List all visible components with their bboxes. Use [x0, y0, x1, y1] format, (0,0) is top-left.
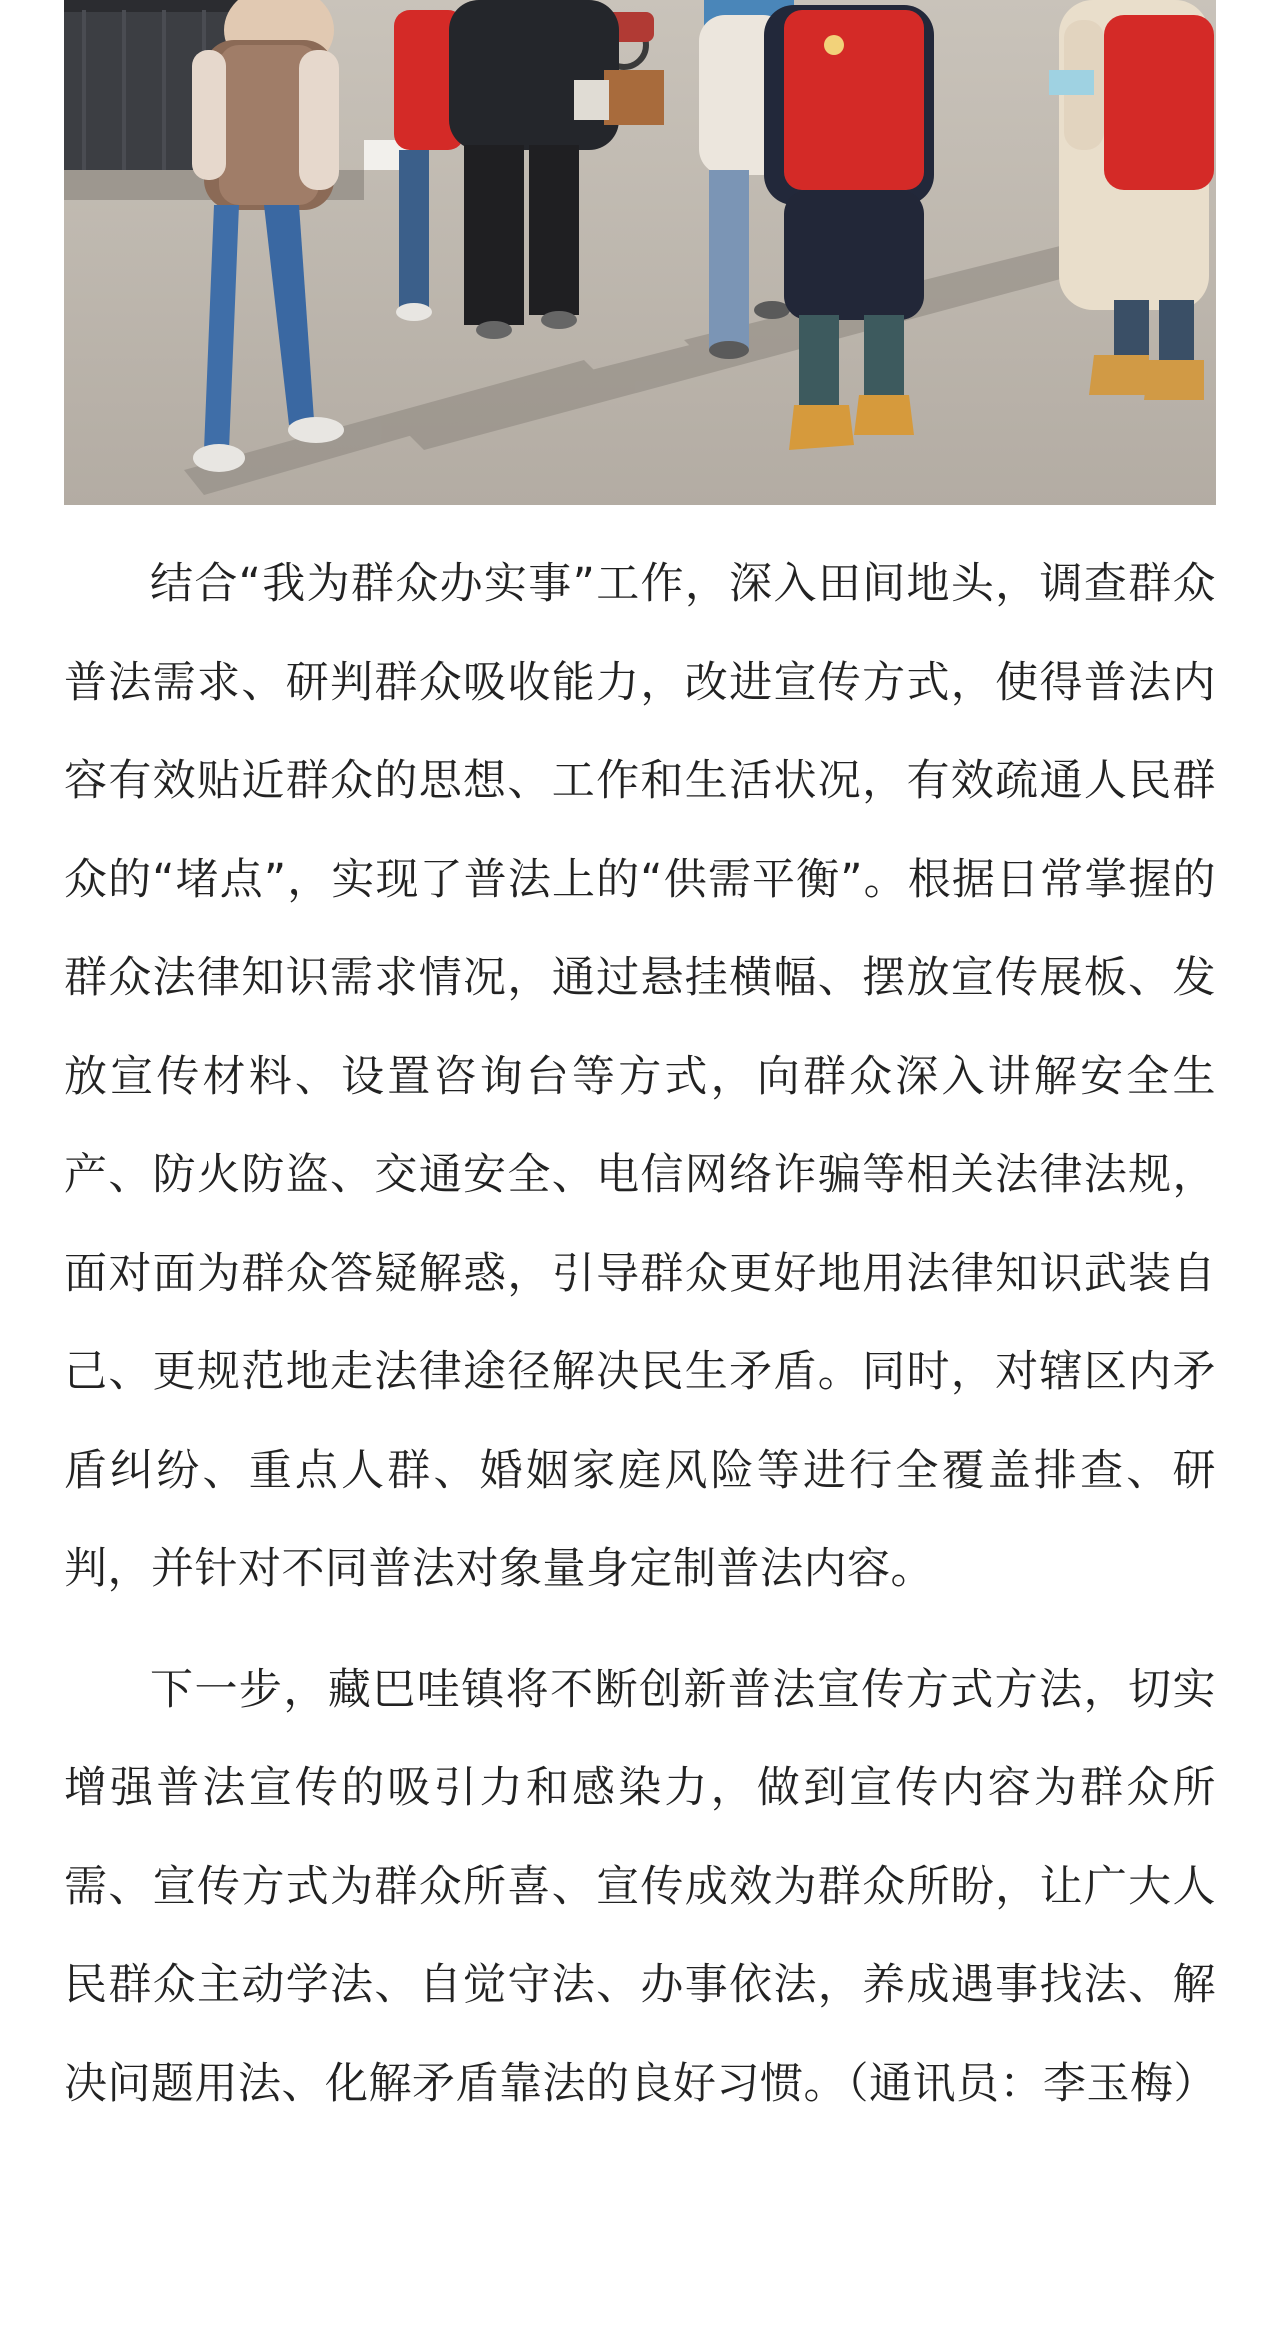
article-paragraph: 结合“我为群众办实事”工作，深入田间地头，调查群众普法需求、研判群众吸收能力，改进宣传方式，使得普法内容有效贴近群众的思想、工作和生活状况，有效疏通人民群众的“堵点”，实现了普法上的“供需平衡”。根据日常掌握的群众法律知识需求情况，通过悬挂横幅、摆放宣传展板、发放宣传材料、设置咨询台等方式，向群众深入讲解安全生产、防火防盗、交通安全、电信网络诈骗等相关法律法规，面对面为群众答疑解惑，引导群众更好地用法律知识武装自己、更规范地走法律途径解决民生矛盾。同时，对辖区内矛盾纠纷、重点人群、婚姻家庭风险等进行全覆盖排查、研判，并针对不同普法对象量身定制普法内容。 [64, 559, 1216, 1594]
article-body [64, 535, 1216, 2133]
article-photo [64, 0, 1216, 505]
article-paragraph: 下一步，藏巴哇镇将不断创新普法宣传方式方法，切实增强普法宣传的吸引力和感染力，做到宣传内容为群众所需、宣传方式为群众所喜、宣传成效为群众所盼，让广大人民群众主动学法、自觉守法、办事依法，养成遇事找法、解决问题用法、化解矛盾靠法的良好习惯。（通讯员：李玉梅） [64, 1664, 1217, 2109]
